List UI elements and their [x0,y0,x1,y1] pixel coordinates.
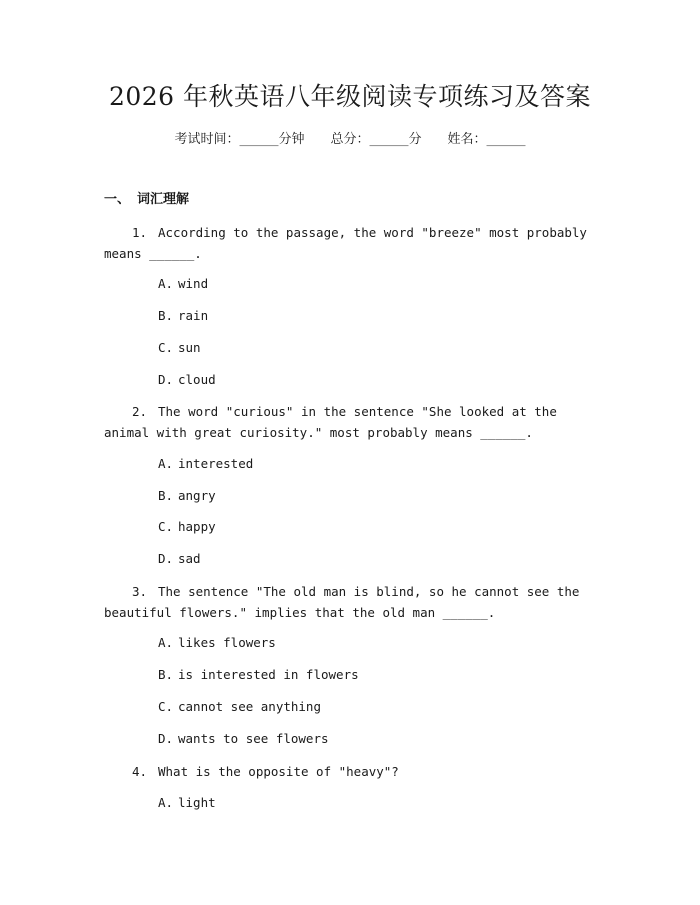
option-4a [158,793,216,813]
option-letter: C. [158,340,174,355]
option-letter: D. [158,372,174,387]
option-text: sun [178,340,201,355]
option-3b [158,665,359,685]
option-letter: B. [158,308,174,323]
option-letter: C. [158,699,174,714]
question-number: 3. [132,584,148,599]
question-1 [104,222,604,264]
option-1d [158,370,216,390]
option-letter: D. [158,551,174,566]
option-text: is interested in flowers [178,667,359,682]
section-number: 一、 [104,192,131,207]
option-letter: B. [158,667,174,682]
question-4 [104,761,604,782]
question-text: According to the passage, the word "breeze" most probably means ______. [104,225,587,261]
question-3 [104,581,604,623]
option-2a [158,454,253,474]
option-letter: A. [158,795,174,810]
page-title: 2026 年秋英语八年级阅读专项练习及答案 [108,82,592,111]
option-text: interested [178,456,254,471]
option-letter: A. [158,456,174,471]
option-1b [158,306,208,326]
option-1c [158,338,201,358]
option-2c [158,517,216,537]
option-text: sad [178,551,201,566]
section-title: 词汇理解 [137,192,190,207]
option-text: cannot see anything [178,699,321,714]
option-text: wants to see flowers [178,731,329,746]
option-text: happy [178,519,216,534]
question-number: 2. [132,404,148,419]
question-number: 4. [132,764,148,779]
option-text: cloud [178,372,216,387]
option-letter: B. [158,488,174,503]
question-2 [104,401,604,443]
exam-time-label: 考试时间：______分钟 [174,132,305,147]
section-heading [104,190,189,210]
option-text: angry [178,488,216,503]
option-letter: A. [158,276,174,291]
option-2d [158,549,201,569]
question-text: The word "curious" in the sentence "She looked at the animal with great curiosity." most probably means ______. [104,404,557,440]
student-name-label: 姓名：______ [447,132,526,147]
option-letter: A. [158,635,174,650]
question-number: 1. [132,225,148,240]
option-3d [158,729,329,749]
total-score-label: 总分：______分 [330,132,422,147]
option-text: rain [178,308,209,323]
option-2b [158,486,216,506]
option-1a [158,274,208,294]
question-text: The sentence "The old man is blind, so he cannot see the beautiful flowers." implies that the old man ______. [104,584,580,620]
option-letter: C. [158,519,174,534]
option-3c [158,697,321,717]
exam-info [0,130,700,150]
option-text: light [178,795,216,810]
option-text: wind [178,276,209,291]
option-letter: D. [158,731,174,746]
question-text: What is the opposite of "heavy"? [158,764,399,779]
option-3a [158,633,276,653]
option-text: likes flowers [178,635,276,650]
